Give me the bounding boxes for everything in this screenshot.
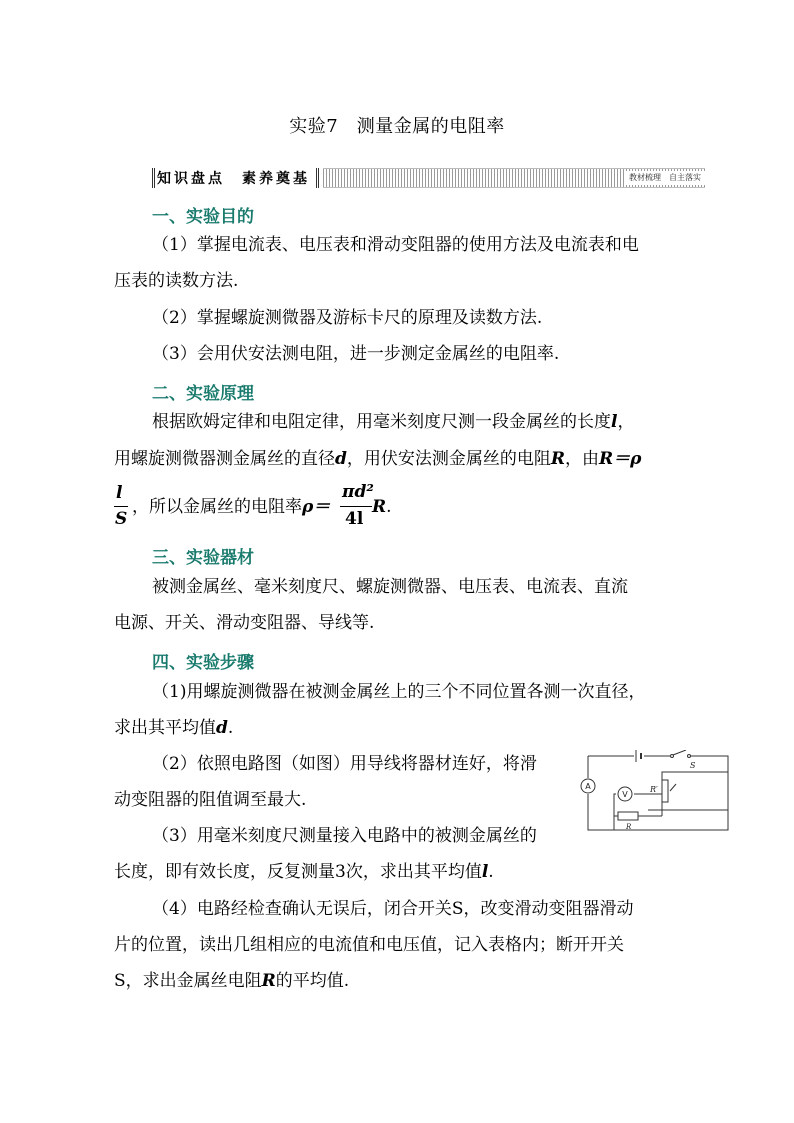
step-text: 长度，即有效长度，反复测量3次，求出其平均值 <box>114 862 482 882</box>
var-d: d <box>335 449 347 469</box>
step-text: 求出其平均值 <box>114 718 216 738</box>
var-d: d <box>216 718 228 738</box>
step-3-line-2 <box>114 861 494 883</box>
section-heading-purpose: 一、实验目的 <box>152 207 254 227</box>
circuit-wire <box>588 756 728 830</box>
section-heading-principle: 二、实验原理 <box>152 384 254 404</box>
purpose-line-3: （3）会用伏安法测电阻，进一步测定金属丝的电阻率. <box>152 344 560 364</box>
equipment-line-2: 电源、开关、滑动变阻器、导线等. <box>114 613 375 633</box>
step-text: S，求出金属丝电阻 <box>114 971 262 991</box>
var-l: l <box>611 412 618 432</box>
circuit-diagram <box>578 750 778 842</box>
voltmeter-label: V <box>622 790 628 799</box>
punct: . <box>227 718 234 738</box>
section-banner <box>152 168 705 188</box>
step-4-line-1: （4）电路经检查确认无误后，闭合开关S，改变滑动变阻器滑动 <box>152 899 634 919</box>
var-l: l <box>481 862 489 882</box>
step-3-line-1: （3）用毫米刻度尺测量接入电路中的被测金属丝的 <box>152 826 537 846</box>
principle-line-3-end <box>372 496 392 518</box>
fraction-4l-denominator: 4l <box>345 509 364 529</box>
fraction-l-numerator: l <box>116 483 123 503</box>
punct: . <box>386 497 392 517</box>
switch-icon <box>688 755 691 758</box>
var-r: R <box>261 971 276 991</box>
principle-line-1 <box>152 411 634 433</box>
step-1-line-2 <box>114 717 233 739</box>
step-1-line-1: （1)用螺旋测微器在被测金属丝上的三个不同位置各测一次直径， <box>152 682 646 702</box>
principle-line-3 <box>132 496 330 518</box>
principle-text: ，所以金属丝的电阻率 <box>132 497 302 517</box>
rheostat-label: R′ <box>650 785 658 794</box>
purpose-line-1: （1）掌握电流表、电压表和滑动变阻器的使用方法及电流表和电 <box>152 235 639 255</box>
fraction-bar <box>340 506 372 507</box>
section-heading-steps: 四、实验步骤 <box>152 653 254 673</box>
switch-icon <box>673 750 686 755</box>
principle-text: 根据欧姆定律和电阻定律，用毫米刻度尺测一段金属丝的长度 <box>152 412 611 432</box>
banner-right-label: 教材梳理 自主落实 <box>625 171 705 185</box>
punct: ， <box>617 412 635 432</box>
fraction-s-denominator: S <box>115 509 128 529</box>
var-r: R <box>372 497 387 517</box>
switch-label: S <box>690 761 696 770</box>
rheostat-slider-icon <box>670 784 676 791</box>
step-2-line-2: 动变阻器的阻值调至最大. <box>114 790 307 810</box>
principle-text: 用螺旋测微器测金属丝的直径 <box>114 449 335 469</box>
step-2-line-1: （2）依照电路图（如图）用导线将器材连好，将滑 <box>152 754 537 774</box>
principle-line-2 <box>114 448 641 470</box>
equipment-line-1: 被测金属丝、毫米刻度尺、螺旋测微器、电压表、电流表、直流 <box>152 577 628 597</box>
step-4-line-3 <box>114 970 349 992</box>
fraction-bar <box>114 506 128 507</box>
fraction-pi-d2-numerator: πd² <box>342 482 374 502</box>
punct: . <box>488 862 494 882</box>
section-heading-equipment: 三、实验器材 <box>152 548 254 568</box>
principle-text: ，由 <box>565 449 600 469</box>
principle-text: ，用伏安法测金属丝的电阻 <box>346 449 551 469</box>
resistor-icon <box>618 812 638 820</box>
purpose-line-2: （2）掌握螺旋测微器及游标卡尺的原理及读数方法. <box>152 308 543 328</box>
step-text: 的平均值. <box>275 971 350 991</box>
rheostat-icon <box>662 780 668 802</box>
resistor-label: R <box>626 823 632 831</box>
ammeter-label: A <box>585 782 591 791</box>
step-4-line-2: 片的位置，读出几组相应的电流值和电压值，记入表格内；断开开关 <box>114 935 624 955</box>
var-r: R <box>550 449 566 469</box>
circuit-wire <box>588 756 728 810</box>
purpose-line-1-cont: 压表的读数方法. <box>114 271 239 291</box>
equation-rho: ρ＝ <box>302 497 331 517</box>
page-title: 实验7 测量金属的电阻率 <box>289 116 505 137</box>
banner-left-label: 知识盘点 素养奠基 <box>152 168 319 188</box>
equation-r-rho: R＝ρ <box>599 449 642 469</box>
